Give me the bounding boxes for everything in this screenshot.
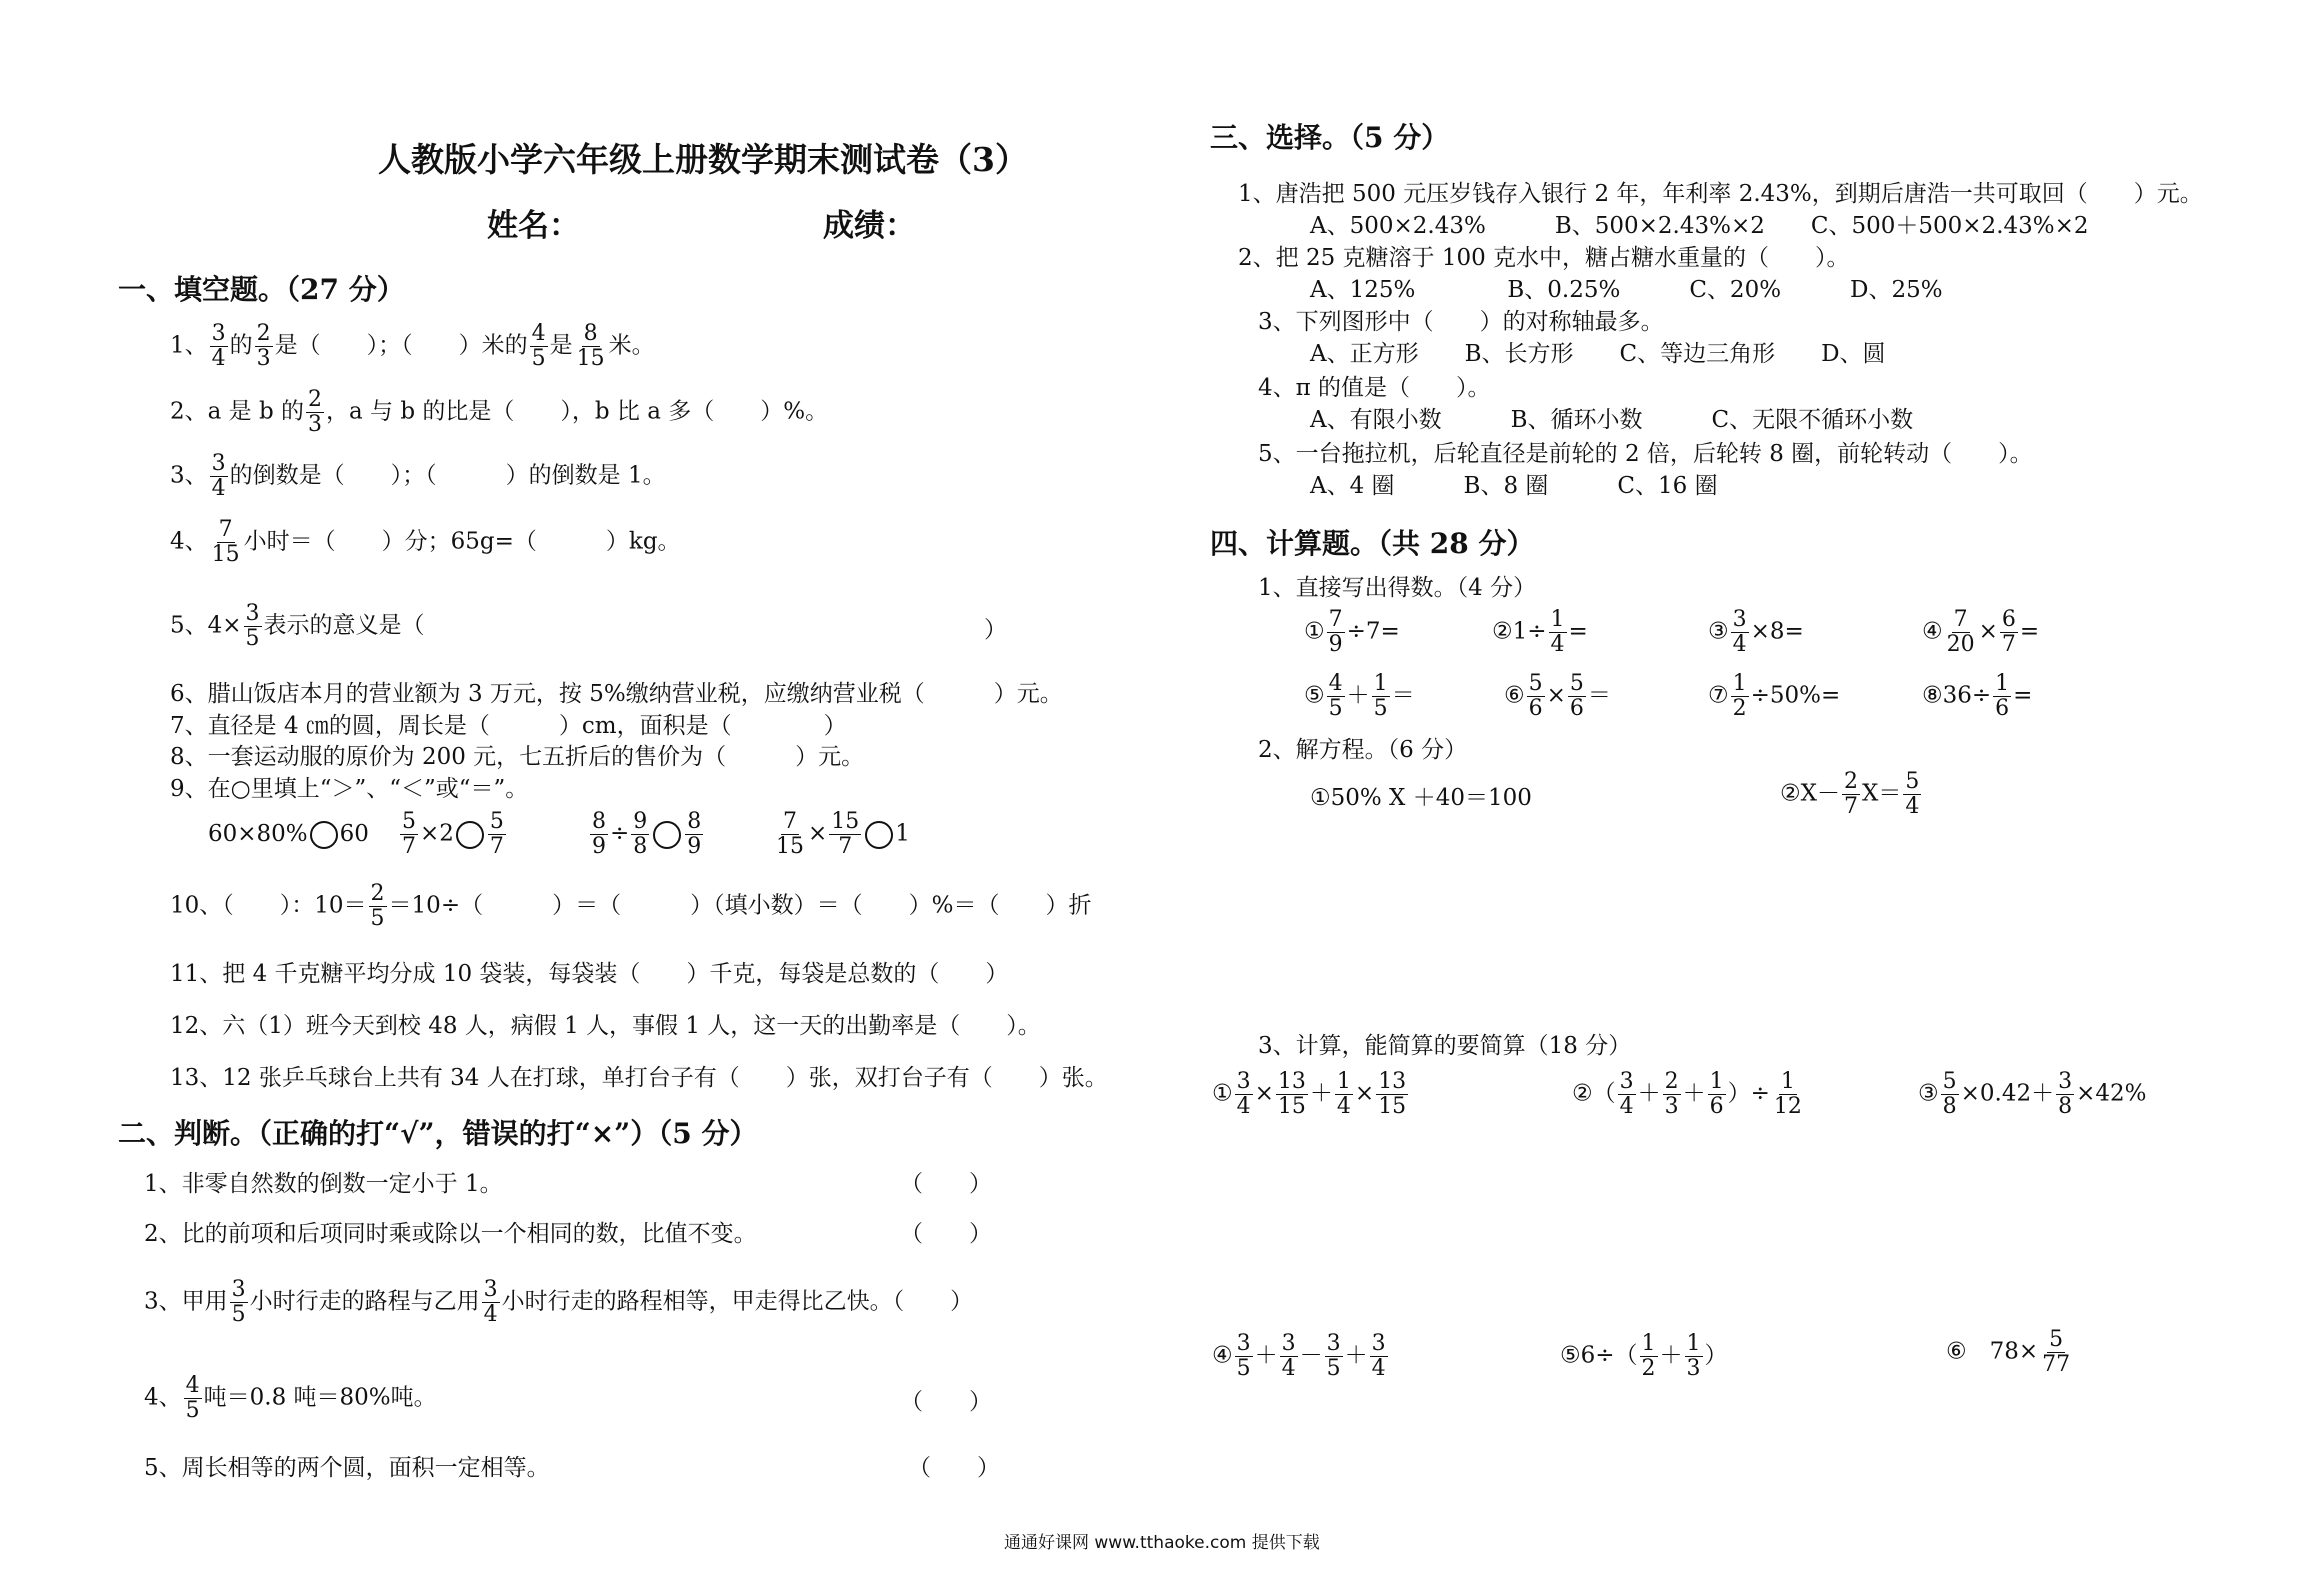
judge-item: 3、甲用 $\frac{3}{5}$ 小时行走的路程与乙用 $\frac{3}{4}$ 小时行走的路程相等，甲走得比乙快。（ ） bbox=[144, 1277, 974, 1327]
question-item: 10、（ ）：10＝ $\frac{2}{5}$ ＝10÷（ ）＝（ ）（填小数）＝（ ）%＝（ ）折 bbox=[170, 881, 1092, 931]
sub-heading: 3、计算，能简算的要简算（18 分） bbox=[1258, 1033, 1632, 1059]
fraction: $\frac{1}{3}$ bbox=[1686, 1331, 1701, 1381]
compare-item: 60×80% 60 bbox=[208, 821, 369, 847]
choice-options: A、125% B、0.25% C、20% D、25% bbox=[1310, 277, 1943, 303]
fraction: $\frac{13}{15}$ bbox=[1277, 1069, 1306, 1119]
page-title: 人教版小学六年级上册数学期末测试卷（3） bbox=[378, 140, 1028, 179]
compare-circle[interactable] bbox=[456, 821, 484, 849]
fraction: $\frac{3}{4}$ bbox=[1371, 1331, 1386, 1381]
answer-paren[interactable]: （ ） bbox=[908, 1455, 1000, 1481]
calc-item: ②（ $\frac{3}{4}$ ＋ $\frac{2}{3}$ ＋ $\frac{1}{6}$ ）÷ $\frac{1}{12}$ bbox=[1572, 1069, 1802, 1119]
section-heading: 一、填空题。（27 分） bbox=[118, 273, 405, 306]
fraction: $\frac{5}{7}$ bbox=[489, 809, 504, 859]
score-label: 成绩： bbox=[823, 208, 916, 244]
fraction: $\frac{3}{5}$ bbox=[1236, 1331, 1251, 1381]
fraction: $\frac{3}{4}$ bbox=[1236, 1069, 1251, 1119]
choice-question: 1、唐浩把 500 元压岁钱存入银行 2 年，年利率 2.43%，到期后唐浩一共可取回（ ）元。 bbox=[1238, 181, 2203, 207]
section-heading: 四、计算题。（共 28 分） bbox=[1210, 527, 1535, 560]
equation-item: ②X－ $\frac{2}{7}$ X＝ $\frac{5}{4}$ bbox=[1780, 769, 1920, 819]
choice-question: 3、下列图形中（ ）的对称轴最多。 bbox=[1258, 309, 1664, 335]
question-item: 1、 $\frac{3}{4}$ 的 $\frac{2}{3}$ 是（ ）；（ ）米的 $\frac{4}{5}$ 是 $\frac{8}{15}$ 米。 bbox=[170, 321, 655, 371]
fraction: $\frac{1}{2}$ bbox=[1732, 671, 1747, 721]
calc-item: ⑤ $\frac{4}{5}$ ＋ $\frac{1}{5}$ ＝ bbox=[1304, 671, 1415, 721]
fraction: $\frac{9}{8}$ bbox=[633, 809, 648, 859]
choice-question: 4、π 的值是（ ）。 bbox=[1258, 375, 1491, 401]
judge-item: 5、周长相等的两个圆，面积一定相等。 bbox=[144, 1455, 550, 1481]
fraction: $\frac{1}{12}$ bbox=[1773, 1069, 1802, 1119]
fraction: $\frac{4}{5}$ bbox=[531, 321, 546, 371]
fraction: $\frac{3}{5}$ bbox=[245, 601, 260, 651]
footer-credit: 通通好课网 www.tthaoke.com 提供下载 bbox=[1004, 1533, 1320, 1553]
fraction: $\frac{1}{2}$ bbox=[1641, 1331, 1656, 1381]
question-item: 5、4× $\frac{3}{5}$ 表示的意义是（ bbox=[170, 601, 425, 651]
answer-paren-close: ） bbox=[984, 617, 1007, 643]
section-heading: 三、选择。（5 分） bbox=[1210, 121, 1450, 154]
fraction: $\frac{5}{77}$ bbox=[2042, 1327, 2071, 1377]
fraction: $\frac{8}{9}$ bbox=[592, 809, 606, 859]
question-item: 11、把 4 千克糖平均分成 10 袋装，每袋装（ ）千克，每袋是总数的（ ） bbox=[170, 961, 1009, 987]
answer-paren[interactable]: （ ） bbox=[900, 1389, 992, 1415]
fraction: $\frac{7}{20}$ bbox=[1946, 607, 1975, 657]
fraction: $\frac{7}{15}$ bbox=[776, 809, 804, 859]
fraction: $\frac{1}{4}$ bbox=[1336, 1069, 1351, 1119]
fraction: $\frac{3}{4}$ bbox=[1281, 1331, 1296, 1381]
choice-options: A、正方形 B、长方形 C、等边三角形 D、圆 bbox=[1310, 341, 1886, 367]
choice-question: 5、一台拖拉机，后轮直径是前轮的 2 倍，后轮转 8 圈，前轮转动（ ）。 bbox=[1258, 441, 2033, 467]
fraction: $\frac{8}{15}$ bbox=[576, 321, 605, 371]
question-item: 13、12 张乒乓球台上共有 34 人在打球，单打台子有（ ）张，双打台子有（ ）张。 bbox=[170, 1065, 1108, 1091]
compare-circle[interactable] bbox=[310, 821, 338, 849]
fraction: $\frac{2}{5}$ bbox=[370, 881, 385, 931]
choice-options: A、500×2.43% B、500×2.43%×2 C、500＋500×2.43%×2 bbox=[1310, 213, 2089, 239]
fraction: $\frac{5}{6}$ bbox=[1569, 671, 1584, 721]
fraction: $\frac{1}{6}$ bbox=[1995, 671, 2010, 721]
fraction: $\frac{4}{5}$ bbox=[1328, 671, 1343, 721]
calc-item: ⑤6÷（ $\frac{1}{2}$ ＋ $\frac{1}{3}$ ） bbox=[1560, 1331, 1728, 1381]
section-heading: 二、判断。（正确的打“√”，错误的打“×”）（5 分） bbox=[118, 1117, 758, 1150]
fraction: $\frac{1}{6}$ bbox=[1709, 1069, 1724, 1119]
compare-item: $\frac{5}{7}$ ×2 $\frac{5}{7}$ bbox=[402, 809, 504, 859]
answer-paren[interactable]: （ ） bbox=[900, 1171, 992, 1197]
calc-item: ③ $\frac{3}{4}$ ×8= bbox=[1708, 607, 1804, 657]
fraction: $\frac{2}{3}$ bbox=[256, 321, 271, 371]
fraction: $\frac{7}{15}$ bbox=[211, 517, 240, 567]
fraction: $\frac{3}{8}$ bbox=[2058, 1069, 2073, 1119]
answer-paren[interactable]: （ ） bbox=[900, 1221, 992, 1247]
fraction: $\frac{3}{4}$ bbox=[483, 1277, 498, 1327]
choice-options: A、4 圈 B、8 圈 C、16 圈 bbox=[1310, 473, 1718, 499]
choice-question: 2、把 25 克糖溶于 100 克水中，糖占糖水重量的（ ）。 bbox=[1238, 245, 1850, 271]
right-column bbox=[1180, 0, 2304, 1595]
choice-options: A、有限小数 B、循环小数 C、无限不循环小数 bbox=[1310, 407, 1914, 433]
compare-item: $\frac{8}{9}$ ÷ $\frac{9}{8}$ $\frac{8}{9}$ bbox=[592, 809, 702, 859]
judge-item: 2、比的前项和后项同时乘或除以一个相同的数，比值不变。 bbox=[144, 1221, 757, 1247]
fraction: $\frac{4}{5}$ bbox=[185, 1373, 200, 1423]
fraction: $\frac{2}{7}$ bbox=[1844, 769, 1858, 819]
fraction: $\frac{1}{4}$ bbox=[1550, 607, 1565, 657]
question-item: 8、一套运动服的原价为 200 元，七五折后的售价为（ ）元。 bbox=[170, 744, 865, 770]
calc-item: ④ $\frac{7}{20}$ × $\frac{6}{7}$ = bbox=[1922, 607, 2040, 657]
fraction: $\frac{3}{5}$ bbox=[231, 1277, 246, 1327]
calc-item: ① $\frac{7}{9}$ ÷7= bbox=[1304, 607, 1400, 657]
fraction: $\frac{15}{7}$ bbox=[831, 809, 860, 859]
calc-item: ⑦ $\frac{1}{2}$ ÷50%= bbox=[1708, 671, 1841, 721]
calc-item: ③ $\frac{5}{8}$ ×0.42＋ $\frac{3}{8}$ ×42% bbox=[1918, 1069, 2147, 1119]
calc-item: ⑥ 78× $\frac{5}{77}$ bbox=[1946, 1327, 2071, 1377]
calc-item: ⑧36÷ $\frac{1}{6}$ = bbox=[1922, 671, 2033, 721]
equation-item: ①50% X ＋40＝100 bbox=[1310, 785, 1532, 811]
fraction: $\frac{7}{9}$ bbox=[1328, 607, 1343, 657]
question-item: 4、 $\frac{7}{15}$ 小时＝（ ）分；65g=（ ）kg。 bbox=[170, 517, 681, 567]
fraction: $\frac{5}{6}$ bbox=[1528, 671, 1543, 721]
question-item: 9、在○里填上“＞”、“＜”或“＝”。 bbox=[170, 776, 529, 802]
fraction: $\frac{13}{15}$ bbox=[1378, 1069, 1407, 1119]
fraction: $\frac{5}{8}$ bbox=[1942, 1069, 1957, 1119]
calc-item: ②1÷ $\frac{1}{4}$ = bbox=[1492, 607, 1588, 657]
calc-item: ⑥ $\frac{5}{6}$ × $\frac{5}{6}$ ＝ bbox=[1504, 671, 1611, 721]
compare-circle[interactable] bbox=[653, 821, 681, 849]
judge-item: 4、 $\frac{4}{5}$ 吨＝0.8 吨＝80%吨。 bbox=[144, 1373, 437, 1423]
fraction: $\frac{1}{5}$ bbox=[1373, 671, 1388, 721]
fraction: $\frac{2}{3}$ bbox=[1664, 1069, 1679, 1119]
compare-item: $\frac{7}{15}$ × $\frac{15}{7}$ 1 bbox=[776, 809, 910, 859]
name-label: 姓名： bbox=[487, 208, 580, 244]
fraction: $\frac{8}{9}$ bbox=[687, 809, 702, 859]
fraction: $\frac{6}{7}$ bbox=[2001, 607, 2016, 657]
question-item: 12、六（1）班今天到校 48 人，病假 1 人，事假 1 人，这一天的出勤率是（ ）。 bbox=[170, 1013, 1041, 1039]
fraction: $\frac{5}{7}$ bbox=[402, 809, 416, 859]
fraction: $\frac{5}{4}$ bbox=[1905, 769, 1920, 819]
question-item: 3、 $\frac{3}{4}$ 的倒数是（ ）；（ ）的倒数是 1。 bbox=[170, 451, 666, 501]
fraction: $\frac{2}{3}$ bbox=[308, 387, 323, 437]
calc-item: ① $\frac{3}{4}$ × $\frac{13}{15}$ ＋ $\frac{1}{4}$ × $\frac{13}{15}$ bbox=[1212, 1069, 1407, 1119]
question-item: 2、a 是 b 的 $\frac{2}{3}$ ，a 与 b 的比是（ ），b 比 a 多（ ）%。 bbox=[170, 387, 829, 437]
sub-heading: 1、直接写出得数。（4 分） bbox=[1258, 575, 1537, 601]
fraction: $\frac{3}{4}$ bbox=[1619, 1069, 1634, 1119]
fraction: $\frac{3}{4}$ bbox=[211, 321, 226, 371]
fraction: $\frac{3}{5}$ bbox=[1326, 1331, 1341, 1381]
fraction: $\frac{3}{4}$ bbox=[1732, 607, 1747, 657]
question-item: 7、直径是 4 ㎝的圆，周长是（ ）cm，面积是（ ） bbox=[170, 713, 847, 739]
question-item: 6、腊山饭店本月的营业额为 3 万元，按 5%缴纳营业税，应缴纳营业税（ ）元。 bbox=[170, 681, 1063, 707]
calc-item: ④ $\frac{3}{5}$ ＋ $\frac{3}{4}$ － $\frac{3}{5}$ ＋ $\frac{3}{4}$ bbox=[1212, 1331, 1386, 1381]
compare-circle[interactable] bbox=[865, 821, 893, 849]
judge-item: 1、非零自然数的倒数一定小于 1。 bbox=[144, 1171, 503, 1197]
sub-heading: 2、解方程。（6 分） bbox=[1258, 737, 1468, 763]
fraction: $\frac{3}{4}$ bbox=[211, 451, 226, 501]
